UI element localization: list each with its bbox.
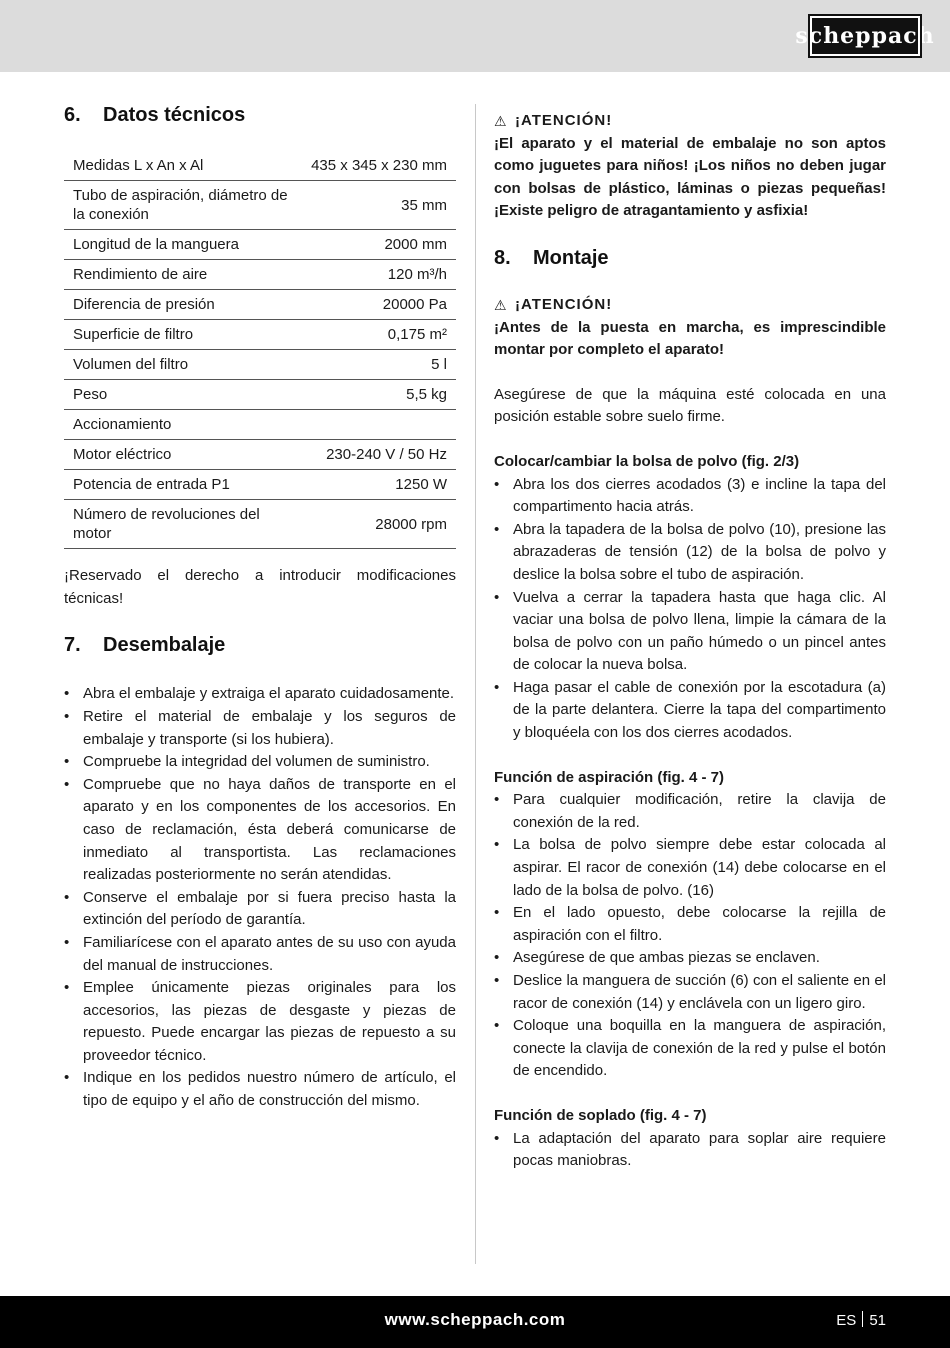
warning-text: ¡El aparato y el material de embalaje no son aptos como juguetes para niños! ¡Los niños no deben jugar con bolsas de plástico, láminas o piezas pequeñas! ¡Existe peligro de atragantamiento y asfixia! bbox=[494, 134, 886, 220]
list-item: • Vuelva a cerrar la tapadera hasta que haga clic. Al vaciar una bolsa de polvo llena, limpie la cámara de la bolsa de polvo con un paño húmedo o un pincel antes de colocar la nueva bolsa. bbox=[494, 587, 886, 677]
list-item: • Retire el material de embalaje y los seguros de embalaje y transporte (si los hubiera). bbox=[64, 706, 456, 751]
list-item: • Abra el embalaje y extraiga el aparato cuidadosamente. bbox=[64, 683, 456, 706]
spec-value: 230-240 V / 50 Hz bbox=[326, 446, 447, 464]
list-item: • Coloque una boquilla en la manguera de aspiración, conecte la clavija de conexión de la red y pulse el botón de encendido. bbox=[494, 1015, 886, 1083]
section-number: 7. bbox=[64, 634, 81, 657]
spec-label: Peso bbox=[73, 386, 108, 404]
warning-title: ¡ATENCIÓN! bbox=[515, 112, 613, 129]
warning-heading bbox=[494, 110, 886, 133]
website-url: www.scheppach.com bbox=[384, 1310, 566, 1329]
warning-triangle-icon: ⚠ bbox=[494, 296, 508, 313]
section-number: 6. bbox=[64, 104, 81, 126]
table-row bbox=[64, 320, 456, 350]
bag-list bbox=[494, 474, 886, 745]
list-item: • Emplee únicamente piezas originales para los accesorios, las piezas de desgaste y piezas de repuesto. Puede encargar las piezas de repuesto a su proveedor técnico. bbox=[64, 977, 456, 1067]
spec-label: Rendimiento de aire bbox=[73, 266, 208, 284]
table-row bbox=[64, 260, 456, 290]
spec-label: Medidas L x An x Al bbox=[73, 157, 204, 175]
spec-value: 5,5 kg bbox=[406, 386, 447, 404]
list-item: • En el lado opuesto, debe colocarse la rejilla de aspiración con el filtro. bbox=[494, 902, 886, 947]
spec-value: 1250 W bbox=[395, 476, 447, 494]
section-7-heading bbox=[64, 634, 456, 657]
warning-heading bbox=[494, 294, 886, 317]
section-title: Desembalaje bbox=[103, 634, 226, 657]
list-item: • Compruebe la integridad del volumen de suministro. bbox=[64, 751, 456, 774]
spec-label: Longitud de la manguera bbox=[73, 236, 239, 254]
header-bar bbox=[0, 0, 950, 72]
list-item: • Asegúrese de que ambas piezas se enclaven. bbox=[494, 947, 886, 970]
table-row bbox=[64, 440, 456, 470]
warning-title: ¡ATENCIÓN! bbox=[515, 295, 613, 313]
table-row bbox=[64, 470, 456, 500]
table-row bbox=[64, 500, 456, 549]
table-row bbox=[64, 380, 456, 410]
table-row bbox=[64, 181, 456, 230]
spec-label: Diferencia de presión bbox=[73, 296, 215, 314]
brand-logo: scheppach bbox=[810, 16, 920, 56]
right-column bbox=[494, 110, 886, 1173]
list-item: • Haga pasar el cable de conexión por la escotadura (a) de la parte delantera. Cierre la tapa del compartimento y bloquéela con los dos cierres acodados. bbox=[494, 677, 886, 745]
list-item: • La bolsa de polvo siempre debe estar colocada al aspirar. El racor de conexión (14) debe colocarse en el lado de la bolsa de polvo. (16) bbox=[494, 834, 886, 902]
spec-value: 20000 Pa bbox=[382, 296, 447, 314]
bag-subheading: Colocar/cambiar la bolsa de polvo (fig. 2/3) bbox=[494, 452, 800, 470]
list-item: • Deslice la manguera de succión (6) con el saliente en el racor de conexión (14) y enclávela con un ligero giro. bbox=[494, 970, 886, 1015]
spec-value bbox=[302, 410, 456, 440]
spec-value: 28000 rpm bbox=[375, 515, 447, 533]
suction-subheading: Función de aspiración (fig. 4 - 7) bbox=[494, 768, 725, 786]
page-num: 51 bbox=[869, 1312, 886, 1329]
blowing-subheading: Función de soplado (fig. 4 - 7) bbox=[494, 1106, 707, 1124]
suction-list bbox=[494, 789, 886, 1083]
list-item: • Para cualquier modificación, retire la clavija de conexión de la red. bbox=[494, 789, 886, 834]
warning-text: ¡Antes de la puesta en marcha, es imprescindible montar por completo el aparato! bbox=[494, 318, 886, 359]
page-number bbox=[836, 1311, 886, 1329]
left-column bbox=[64, 104, 456, 1113]
mounting-intro: Asegúrese de que la máquina esté colocada en una posición estable sobre suelo firme. bbox=[494, 385, 886, 426]
blowing-list bbox=[494, 1128, 886, 1173]
section-8-heading bbox=[494, 247, 886, 270]
spec-value: 0,175 m² bbox=[387, 326, 447, 344]
list-item: • Familiarícese con el aparato antes de su uso con ayuda del manual de instrucciones. bbox=[64, 932, 456, 977]
column-divider bbox=[475, 104, 476, 1264]
table-row bbox=[64, 350, 456, 380]
spec-label: Potencia de entrada P1 bbox=[73, 476, 230, 494]
warning-triangle-icon: ⚠ bbox=[494, 113, 508, 129]
section-title: Datos técnicos bbox=[103, 104, 246, 126]
section-number: 8. bbox=[494, 246, 511, 269]
list-item: • Conserve el embalaje por si fuera preciso hasta la extinción del período de garantía. bbox=[64, 887, 456, 932]
list-item: • Abra la tapadera de la bolsa de polvo (10), presione las abrazaderas de tensión (12) de la bolsa de polvo y deslice la bolsa sobre el tubo de aspiración. bbox=[494, 519, 886, 587]
spec-label: Número de revoluciones del motor bbox=[73, 506, 260, 543]
spec-label: Superficie de filtro bbox=[73, 326, 194, 344]
spec-value: 5 l bbox=[431, 356, 447, 374]
section-title: Montaje bbox=[533, 246, 609, 269]
spec-value: 2000 mm bbox=[384, 236, 447, 254]
list-item: • Indique en los pedidos nuestro número de artículo, el tipo de equipo y el año de construcción del mismo. bbox=[64, 1067, 456, 1112]
table-row bbox=[64, 410, 456, 440]
spec-value: 120 m³/h bbox=[387, 266, 447, 284]
language-code: ES bbox=[836, 1312, 857, 1329]
specs-note: ¡Reservado el derecho a introducir modificaciones técnicas! bbox=[64, 567, 456, 607]
spec-value: 435 x 345 x 230 mm bbox=[311, 157, 447, 175]
spec-label: Accionamiento bbox=[73, 416, 172, 434]
section-6-heading bbox=[64, 104, 456, 127]
spec-value: 35 mm bbox=[401, 196, 447, 214]
footer-bar bbox=[0, 1296, 950, 1348]
list-item: • Abra los dos cierres acodados (3) e incline la tapa del compartimento hacia atrás. bbox=[494, 474, 886, 519]
spec-label: Tubo de aspiración, diámetro de la conexión bbox=[73, 187, 288, 224]
unpacking-list bbox=[64, 683, 456, 1112]
table-row bbox=[64, 230, 456, 260]
table-row bbox=[64, 151, 456, 181]
list-item: • Compruebe que no haya daños de transporte en el aparato y en los componentes de los accesorios. En caso de reclamación, ésta deberá comunicarse de inmediato al transportista. Las reclamaciones realizadas posteriormente no serán atendidas. bbox=[64, 774, 456, 887]
list-item: • La adaptación del aparato para soplar aire requiere pocas maniobras. bbox=[494, 1128, 886, 1173]
table-row bbox=[64, 290, 456, 320]
spec-label: Motor eléctrico bbox=[73, 446, 172, 464]
tech-specs-table bbox=[64, 151, 456, 549]
spec-label: Volumen del filtro bbox=[73, 356, 189, 374]
